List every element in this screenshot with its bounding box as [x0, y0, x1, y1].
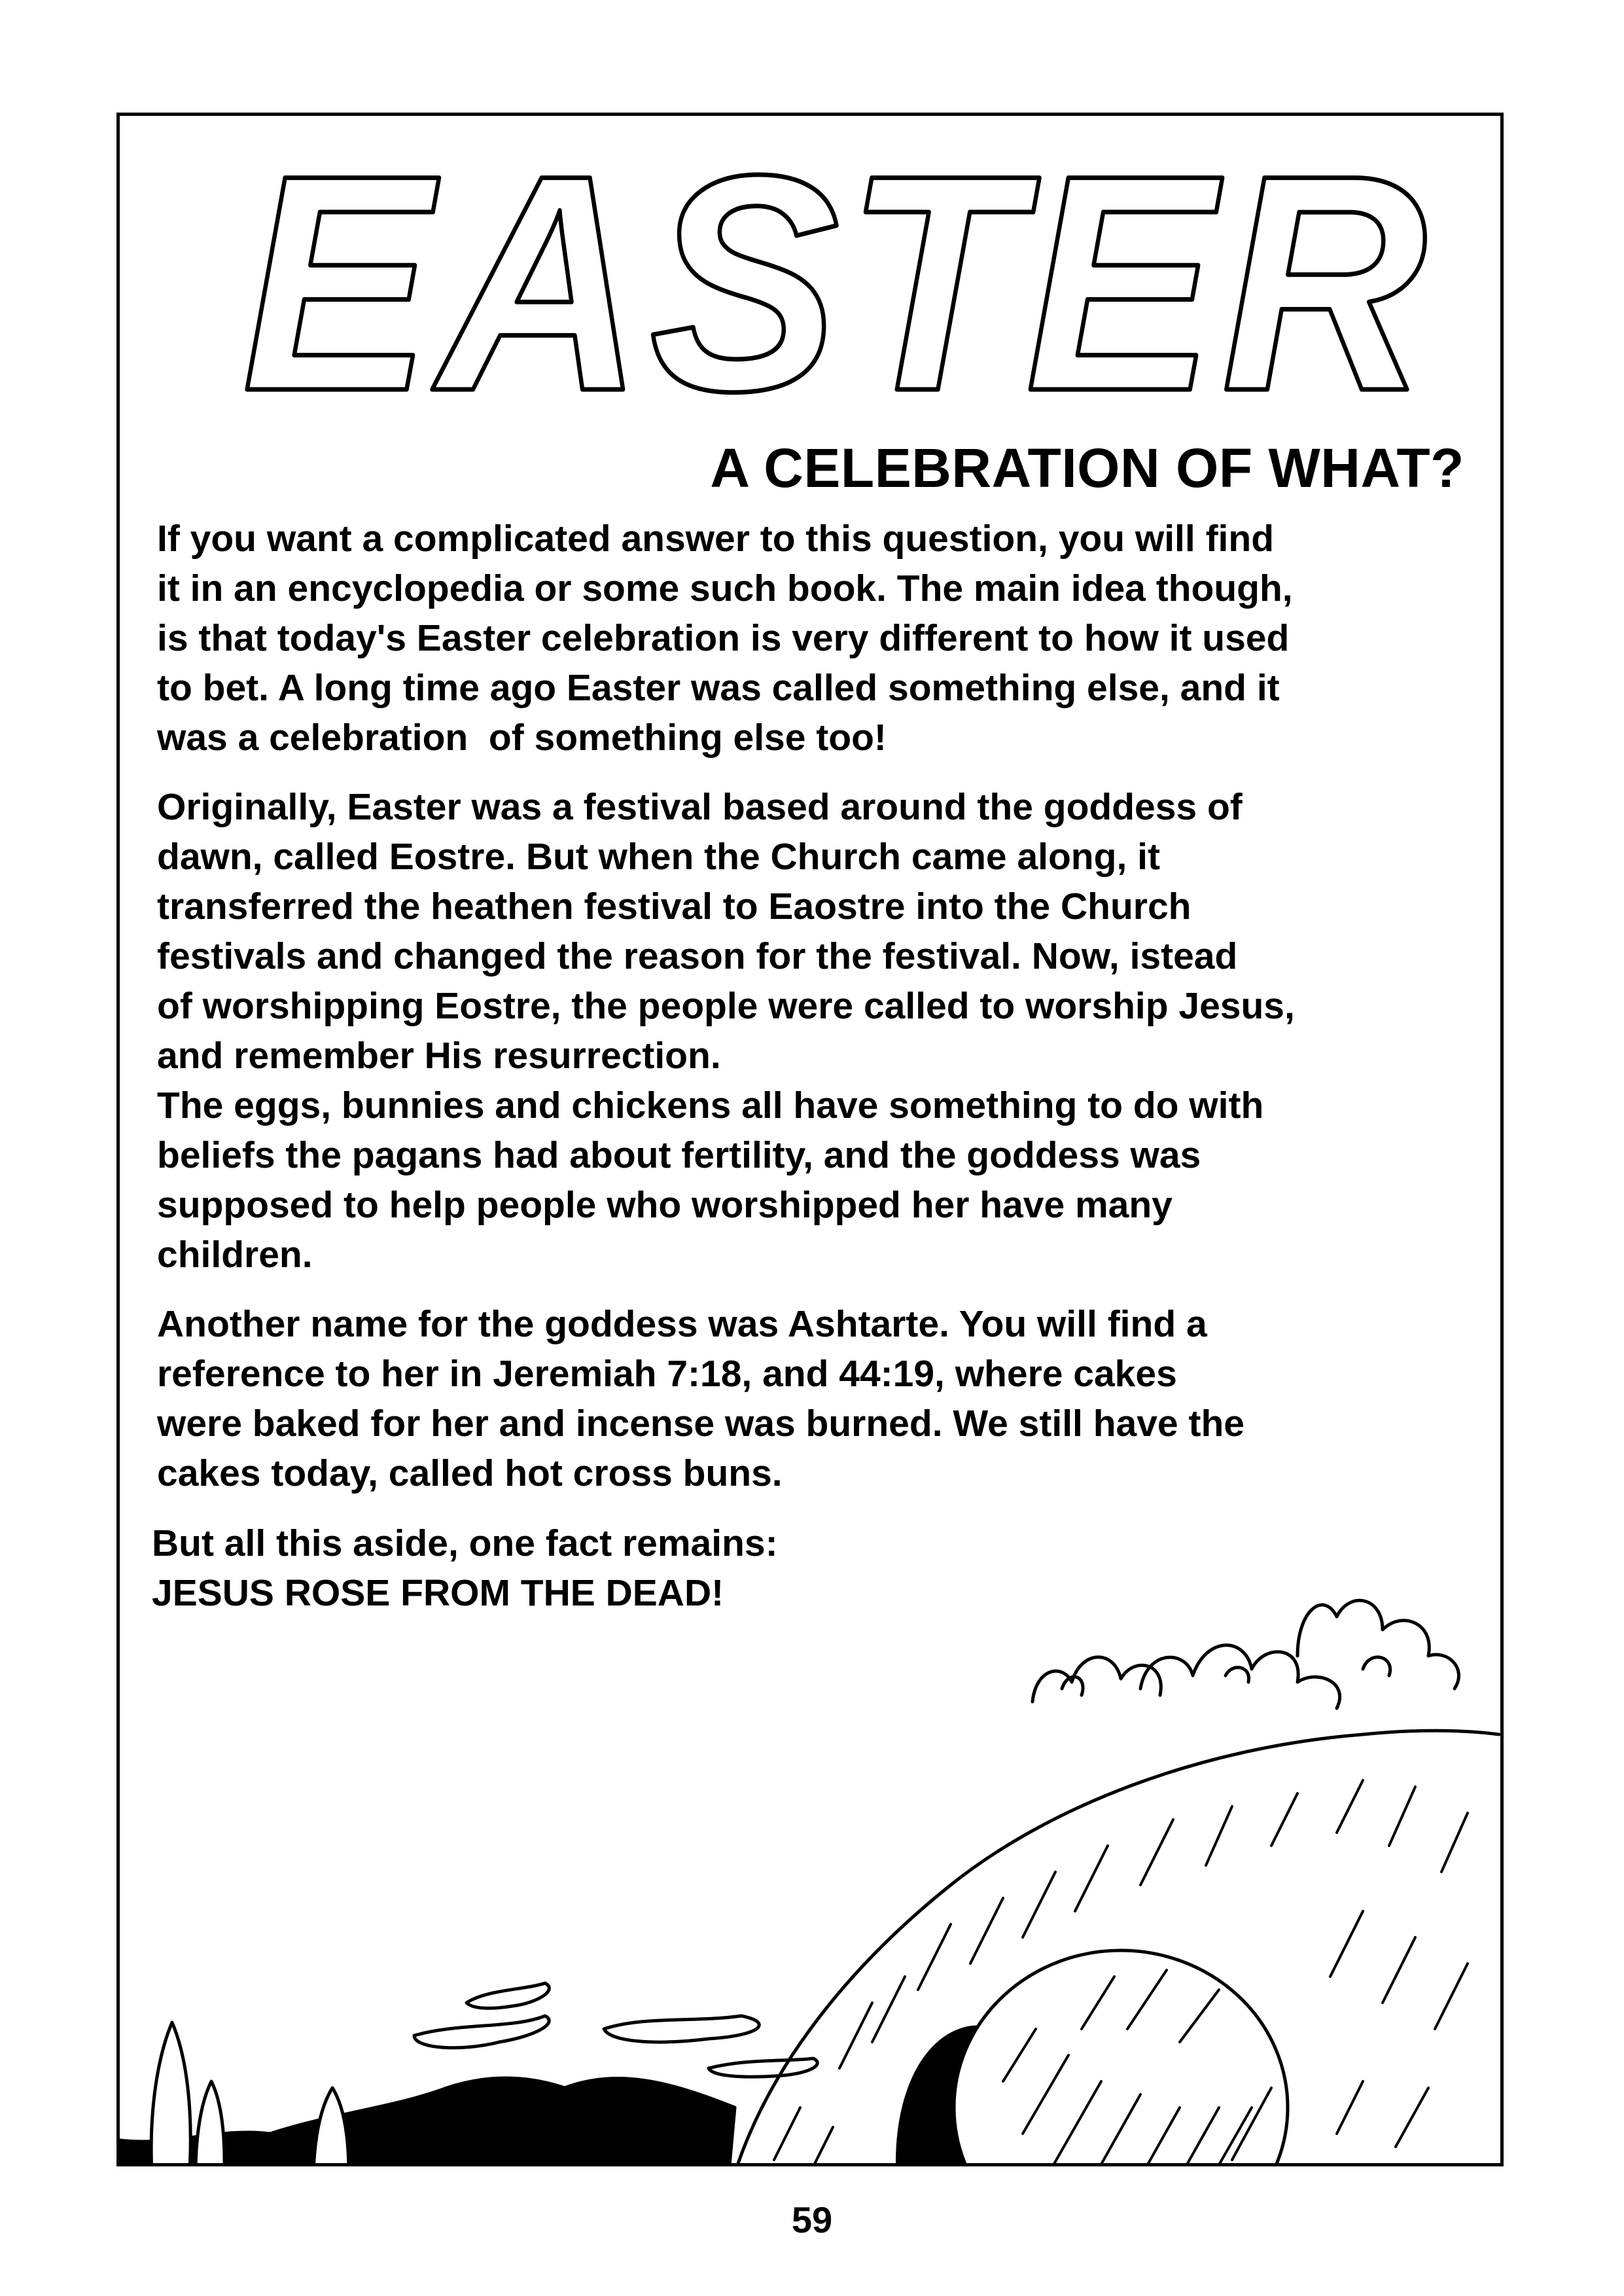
text-line: supposed to help people who worshipped her have many	[157, 1184, 1173, 1226]
cloud	[414, 2016, 549, 2048]
text-line: is that today's Easter celebration is very different to how it used	[157, 617, 1290, 659]
text-line: If you want a complicated answer to this question, you will find	[157, 518, 1275, 560]
cloud	[604, 2016, 759, 2042]
text-line: and remember His resurrection.	[157, 1035, 721, 1077]
empty-tomb-illustration	[120, 1571, 1500, 2163]
cypress-tree	[151, 2022, 190, 2163]
page-subtitle: A CELEBRATION OF WHAT?	[710, 437, 1464, 499]
page-title: EASTER	[242, 131, 1433, 432]
paragraph-intro	[157, 514, 1485, 762]
paragraph-ashtarte	[157, 1299, 1485, 1498]
text-line: JESUS ROSE FROM THE DEAD!	[152, 1572, 724, 1614]
paragraph-origin	[157, 782, 1485, 1280]
page-number: 59	[791, 2199, 833, 2240]
text-line: But all this aside, one fact remains:	[152, 1522, 778, 1564]
easter-title-lettering	[222, 131, 1453, 432]
cloud	[709, 2058, 817, 2077]
text-line: it in an encyclopedia or some such book. The main idea though,	[157, 567, 1293, 609]
text-line: festivals and changed the reason for the festival. Now, istead	[157, 935, 1238, 977]
text-line: were baked for her and incense was burned. We still have the	[157, 1403, 1244, 1444]
text-line: dawn, called Eostre. But when the Church came along, it	[157, 836, 1160, 878]
text-line: The eggs, bunnies and chickens all have something to do with	[157, 1085, 1264, 1126]
text-line: beliefs the pagans had about fertility, and the goddess was	[157, 1134, 1201, 1176]
bush-outline	[1140, 1645, 1340, 1708]
text-line: transferred the heathen festival to Eaostre into the Church	[157, 886, 1192, 927]
text-line: Another name for the goddess was Ashtarte. You will find a	[157, 1303, 1207, 1345]
text-line: to bet. A long time ago Easter was called something else, and it	[157, 667, 1280, 709]
text-line: of worshipping Eostre, the people were called to worship Jesus,	[157, 985, 1295, 1027]
text-line: reference to her in Jeremiah 7:18, and 44:19, where cakes	[157, 1353, 1177, 1395]
cloud	[467, 1983, 549, 2008]
text-line: was a celebration of something else too!	[157, 717, 887, 759]
bush-outline	[1297, 1600, 1458, 1689]
cypress-tree	[313, 2088, 349, 2163]
text-line: cakes today, called hot cross buns.	[157, 1452, 783, 1494]
text-line: Originally, Easter was a festival based around the goddess of	[157, 786, 1243, 828]
text-line: children.	[157, 1234, 313, 1276]
cypress-tree	[196, 2081, 224, 2163]
